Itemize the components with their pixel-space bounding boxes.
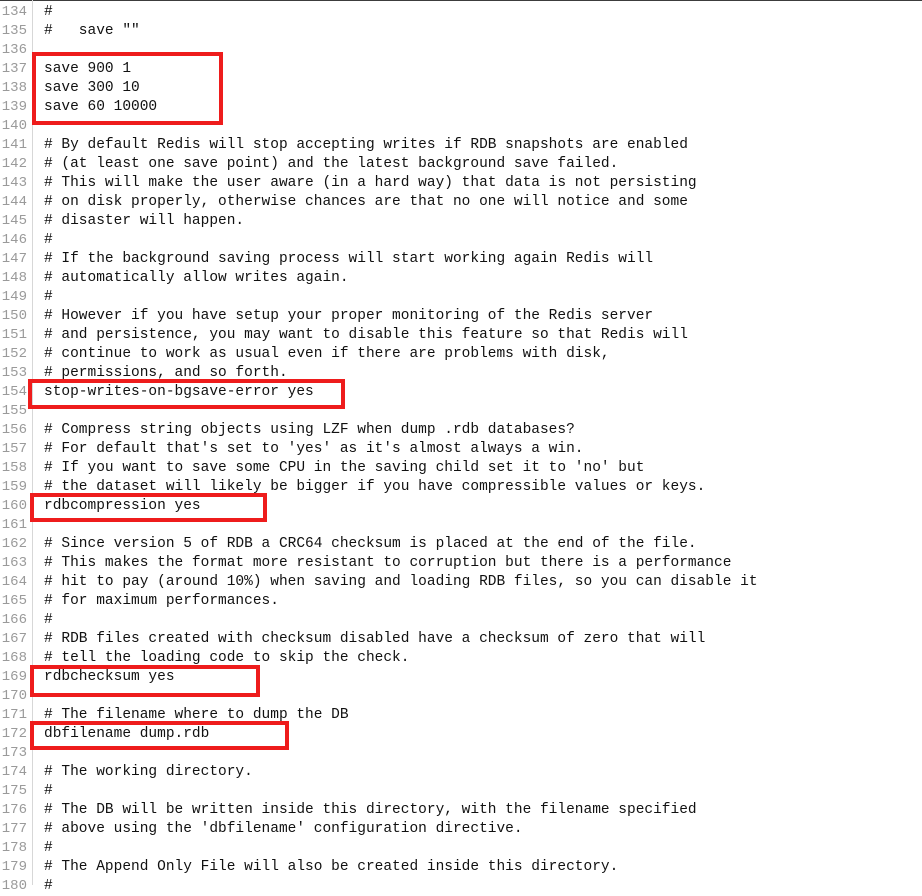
code-line[interactable] — [0, 231, 922, 250]
code-line[interactable] — [0, 744, 922, 763]
code-line[interactable] — [0, 630, 922, 649]
code-line[interactable] — [0, 421, 922, 440]
line-text[interactable]: # save "" — [44, 23, 140, 39]
line-number: 175 — [1, 783, 27, 799]
line-number: 158 — [1, 460, 27, 476]
line-text[interactable]: # for maximum performances. — [44, 593, 279, 609]
line-number: 152 — [1, 346, 27, 362]
line-number: 146 — [1, 232, 27, 248]
code-line[interactable] — [0, 649, 922, 668]
line-text[interactable]: save 300 10 — [44, 80, 140, 96]
code-line[interactable] — [0, 288, 922, 307]
line-number: 168 — [1, 650, 27, 666]
line-number: 166 — [1, 612, 27, 628]
code-line[interactable] — [0, 535, 922, 554]
line-number: 148 — [1, 270, 27, 286]
code-line[interactable] — [0, 763, 922, 782]
line-text[interactable]: # — [44, 783, 53, 799]
code-line[interactable] — [0, 402, 922, 421]
code-line[interactable] — [0, 801, 922, 820]
code-line[interactable] — [0, 706, 922, 725]
code-line[interactable] — [0, 858, 922, 877]
line-text[interactable]: save 60 10000 — [44, 99, 158, 115]
line-number: 141 — [1, 137, 27, 153]
code-line[interactable] — [0, 117, 922, 136]
line-text[interactable]: # This will make the user aware (in a hard way) that data is not persisting — [44, 175, 697, 191]
line-number: 147 — [1, 251, 27, 267]
code-line[interactable] — [0, 839, 922, 858]
line-text[interactable]: # — [44, 232, 53, 248]
line-number: 160 — [1, 498, 27, 514]
line-number: 180 — [1, 878, 27, 894]
line-text[interactable]: # Compress string objects using LZF when dump .rdb databases? — [44, 422, 575, 438]
code-line[interactable] — [0, 3, 922, 22]
line-number: 137 — [1, 61, 27, 77]
line-text[interactable]: # If you want to save some CPU in the saving child set it to 'no' but — [44, 460, 645, 476]
line-number: 145 — [1, 213, 27, 229]
line-number: 155 — [1, 403, 27, 419]
line-text[interactable]: # automatically allow writes again. — [44, 270, 349, 286]
code-line[interactable] — [0, 41, 922, 60]
line-number: 142 — [1, 156, 27, 172]
code-line[interactable] — [0, 22, 922, 41]
line-text[interactable]: rdbchecksum yes — [44, 669, 175, 685]
code-line[interactable] — [0, 60, 922, 79]
line-number: 174 — [1, 764, 27, 780]
line-text[interactable]: # continue to work as usual even if there are problems with disk, — [44, 346, 610, 362]
line-text[interactable]: # permissions, and so forth. — [44, 365, 288, 381]
code-line[interactable] — [0, 611, 922, 630]
code-line[interactable] — [0, 326, 922, 345]
code-lines[interactable] — [0, 3, 922, 896]
line-text[interactable]: # above using the 'dbfilename' configuration directive. — [44, 821, 523, 837]
code-line[interactable] — [0, 725, 922, 744]
line-number: 144 — [1, 194, 27, 210]
line-number: 163 — [1, 555, 27, 571]
line-number: 159 — [1, 479, 27, 495]
line-text[interactable]: # tell the loading code to skip the check. — [44, 650, 410, 666]
line-number: 173 — [1, 745, 27, 761]
line-number: 156 — [1, 422, 27, 438]
code-line[interactable] — [0, 440, 922, 459]
code-line[interactable] — [0, 687, 922, 706]
line-text[interactable]: # — [44, 612, 53, 628]
code-line[interactable] — [0, 364, 922, 383]
line-number: 143 — [1, 175, 27, 191]
line-number: 151 — [1, 327, 27, 343]
line-number: 178 — [1, 840, 27, 856]
code-line[interactable] — [0, 174, 922, 193]
code-line[interactable] — [0, 79, 922, 98]
code-line[interactable] — [0, 250, 922, 269]
code-line[interactable] — [0, 155, 922, 174]
code-line[interactable] — [0, 193, 922, 212]
editor-top-border — [0, 0, 922, 1]
line-text[interactable]: # and persistence, you may want to disable this feature so that Redis will — [44, 327, 688, 343]
line-text[interactable]: # — [44, 289, 53, 305]
code-line[interactable] — [0, 307, 922, 326]
line-number: 161 — [1, 517, 27, 533]
line-number: 153 — [1, 365, 27, 381]
line-number: 154 — [1, 384, 27, 400]
code-line[interactable] — [0, 554, 922, 573]
code-line[interactable] — [0, 212, 922, 231]
line-number: 167 — [1, 631, 27, 647]
line-number: 172 — [1, 726, 27, 742]
line-number: 165 — [1, 593, 27, 609]
line-number: 177 — [1, 821, 27, 837]
code-line[interactable] — [0, 345, 922, 364]
line-number: 135 — [1, 23, 27, 39]
line-text[interactable]: # By default Redis will stop accepting writes if RDB snapshots are enabled — [44, 137, 688, 153]
line-number: 176 — [1, 802, 27, 818]
line-number: 170 — [1, 688, 27, 704]
line-text[interactable]: # The working directory. — [44, 764, 253, 780]
line-number: 162 — [1, 536, 27, 552]
code-line[interactable] — [0, 136, 922, 155]
line-text[interactable]: # Since version 5 of RDB a CRC64 checksum is placed at the end of the file. — [44, 536, 697, 552]
line-text[interactable]: # the dataset will likely be bigger if you have compressible values or keys. — [44, 479, 706, 495]
code-line[interactable] — [0, 573, 922, 592]
code-line[interactable] — [0, 592, 922, 611]
line-number: 171 — [1, 707, 27, 723]
code-line[interactable] — [0, 269, 922, 288]
line-text[interactable]: # — [44, 840, 53, 856]
line-number: 136 — [1, 42, 27, 58]
line-text[interactable]: # This makes the format more resistant to corruption but there is a performance — [44, 555, 732, 571]
line-number: 164 — [1, 574, 27, 590]
code-line[interactable] — [0, 516, 922, 535]
line-number: 149 — [1, 289, 27, 305]
line-text[interactable]: # — [44, 878, 53, 894]
line-text[interactable]: # The filename where to dump the DB — [44, 707, 349, 723]
line-number: 138 — [1, 80, 27, 96]
line-number: 179 — [1, 859, 27, 875]
line-text[interactable]: # If the background saving process will start working again Redis will — [44, 251, 654, 267]
code-line[interactable] — [0, 668, 922, 687]
code-line[interactable] — [0, 383, 922, 402]
line-number: 140 — [1, 118, 27, 134]
line-number: 150 — [1, 308, 27, 324]
line-text[interactable]: # The Append Only File will also be created inside this directory. — [44, 859, 619, 875]
line-text[interactable]: # RDB files created with checksum disabled have a checksum of zero that will — [44, 631, 706, 647]
line-text[interactable]: # disaster will happen. — [44, 213, 245, 229]
line-number: 134 — [1, 4, 27, 20]
line-text[interactable]: # For default that's set to 'yes' as it's almost always a win. — [44, 441, 584, 457]
code-line[interactable] — [0, 497, 922, 516]
line-text[interactable]: rdbcompression yes — [44, 498, 201, 514]
line-text[interactable]: # on disk properly, otherwise chances are that no one will notice and some — [44, 194, 688, 210]
line-text[interactable]: # — [44, 4, 53, 20]
line-number: 139 — [1, 99, 27, 115]
line-text[interactable]: # The DB will be written inside this directory, with the filename specified — [44, 802, 697, 818]
line-text[interactable]: # However if you have setup your proper monitoring of the Redis server — [44, 308, 654, 324]
line-number: 157 — [1, 441, 27, 457]
code-line[interactable] — [0, 820, 922, 839]
line-text[interactable]: # (at least one save point) and the latest background save failed. — [44, 156, 619, 172]
line-text[interactable]: dbfilename dump.rdb — [44, 726, 210, 742]
code-line[interactable] — [0, 478, 922, 497]
code-line[interactable] — [0, 459, 922, 478]
line-text[interactable]: # hit to pay (around 10%) when saving and loading RDB files, so you can disable it — [44, 574, 758, 590]
line-number: 169 — [1, 669, 27, 685]
code-line[interactable] — [0, 98, 922, 117]
code-line[interactable] — [0, 782, 922, 801]
line-text[interactable]: stop-writes-on-bgsave-error yes — [44, 384, 314, 400]
line-text[interactable]: save 900 1 — [44, 61, 132, 77]
code-line[interactable] — [0, 877, 922, 896]
